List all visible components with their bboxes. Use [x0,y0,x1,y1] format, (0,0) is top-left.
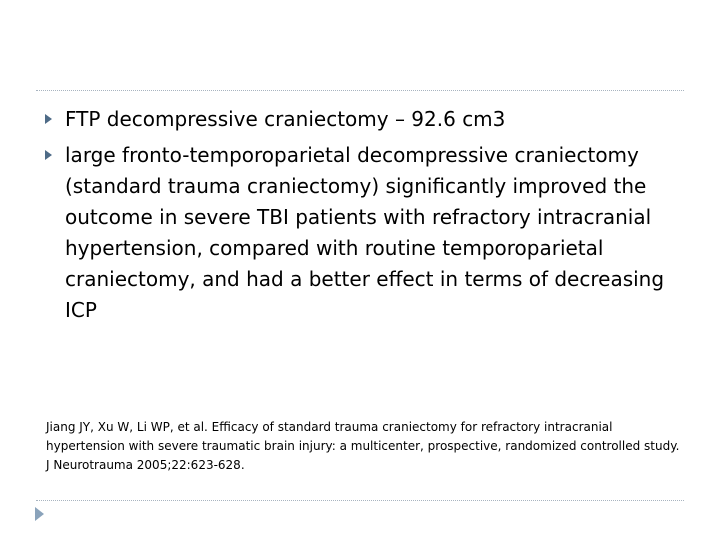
bullet-item [40,104,670,135]
bullet-list [40,104,670,331]
bottom-divider [36,500,684,501]
play-arrow-icon[interactable] [35,507,44,521]
triangle-bullet-icon [45,114,52,124]
top-divider [36,90,684,91]
bullet-text: large fronto-temporoparietal decompressive craniectomy (standard trauma craniectomy) significantly improved the outcome in severe TBI patients with refractory intracranial hypertension, compared with routine temporoparietal craniectomy, and had a better effect in terms of decreasing ICP [65,143,665,322]
reference-citation: Jiang JY, Xu W, Li WP, et al. Efficacy of standard trauma craniectomy for refractory intracranial hypertension with severe traumatic brain injury: a multicenter, prospective, randomized controlled study. J Neurotrauma 2005;22:623-628. [46,420,680,472]
triangle-bullet-icon [45,150,52,160]
bullet-text: FTP decompressive craniectomy – 92.6 cm3 [65,107,506,131]
bullet-item [40,140,670,326]
